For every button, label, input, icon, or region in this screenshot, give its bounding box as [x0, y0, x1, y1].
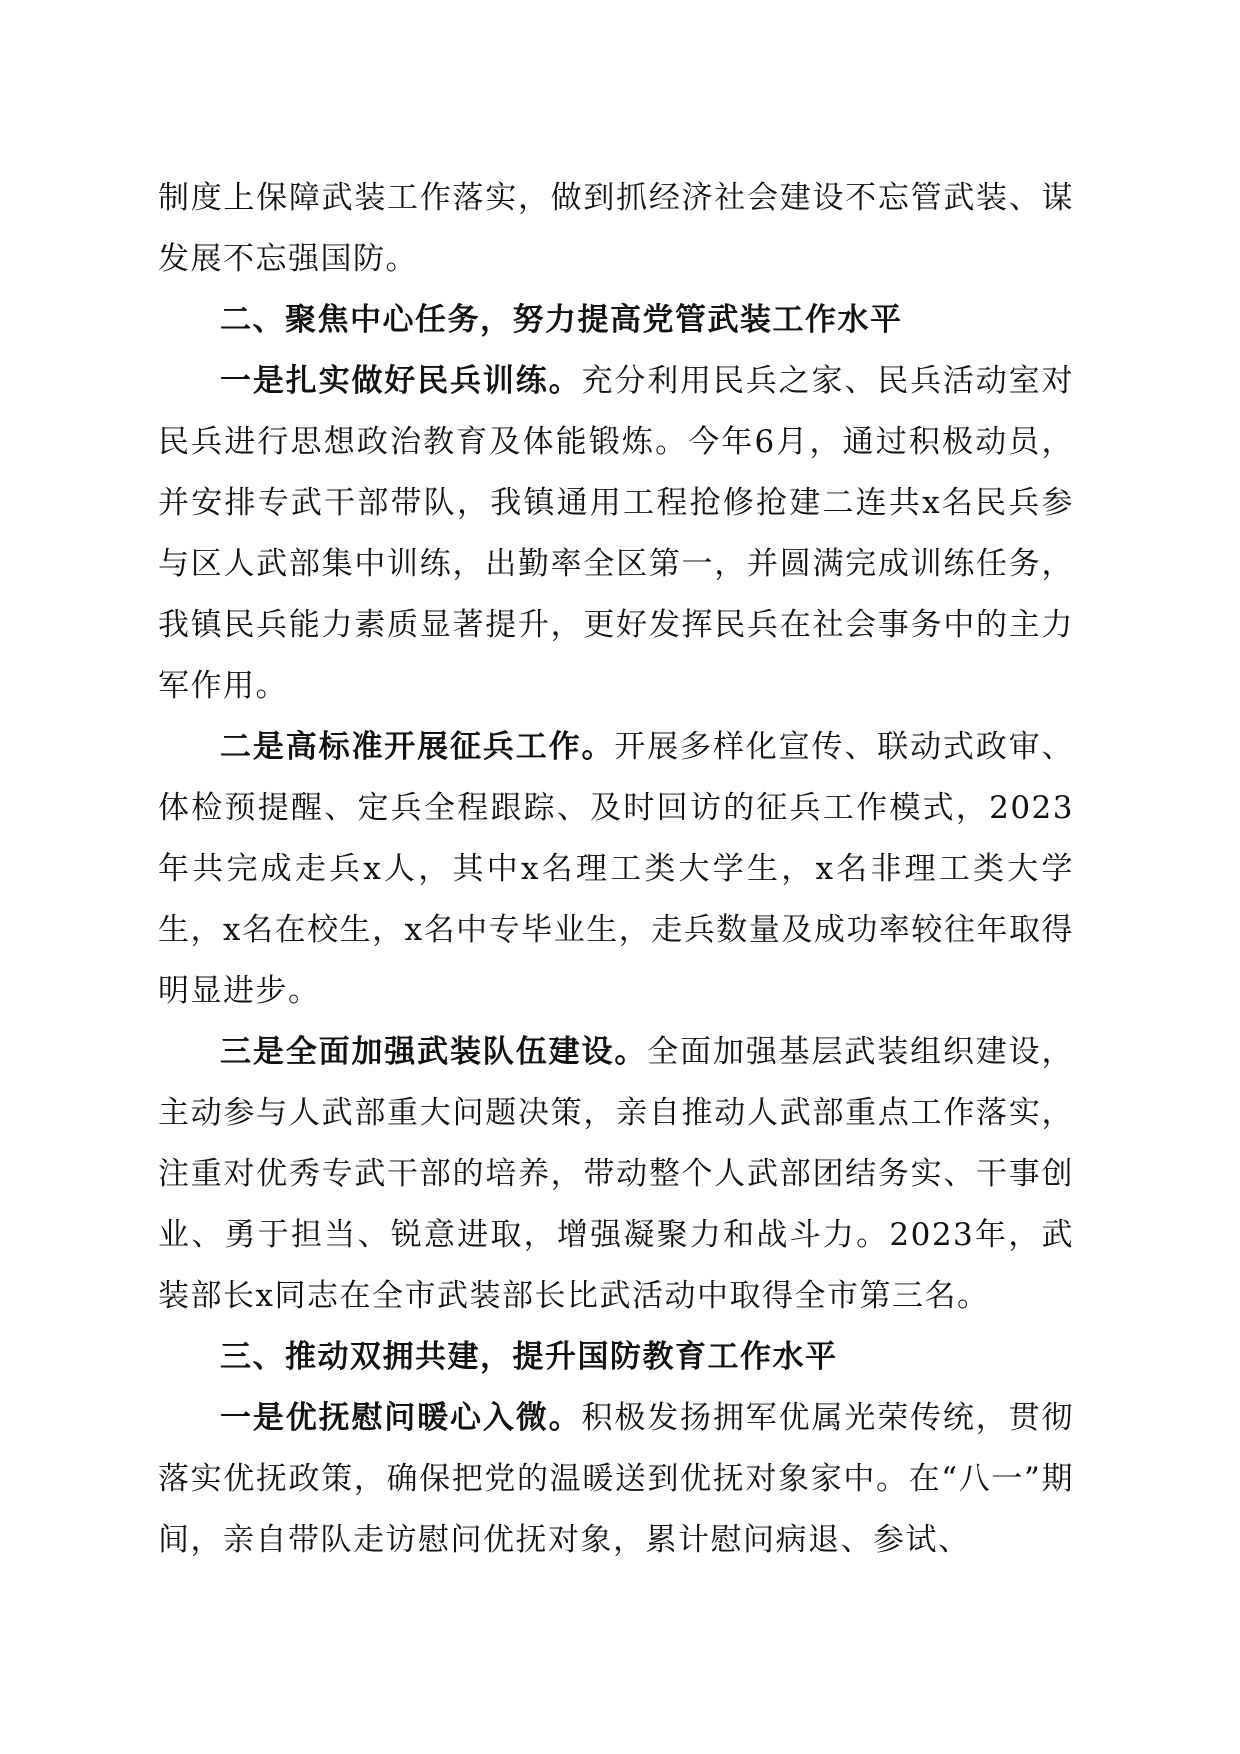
document-body	[158, 168, 1074, 1571]
paragraph-militia-training	[158, 351, 1074, 717]
paragraph-armed-forces-team	[158, 1022, 1074, 1327]
paragraph-conscription	[158, 717, 1074, 1022]
paragraph-lead: 三是全面加强武装队伍建设。	[220, 1034, 648, 1070]
section-heading-2: 二、聚焦中心任务，努力提高党管武装工作水平	[220, 302, 903, 338]
paragraph-body: 积极发扬拥军优属光荣传统，贯彻落实优抚政策，确保把党的温暖送到优抚对象家中。在“八一”期间，亲自带队走访慰问优抚对象，累计慰问病退、参试、	[158, 1400, 1075, 1558]
paragraph-body: 充分利用民兵之家、民兵活动室对民兵进行思想政治教育及体能锻炼。今年6月，通过积极动员，并安排专武干部带队，我镇通用工程抢修抢建二连共x名民兵参与区人武部集中训练，出勤率全区第一，并圆满完成训练任务，我镇民兵能力素质显著提升，更好发挥民兵在社会事务中的主力军作用。	[158, 363, 1075, 704]
paragraph-lead: 二是高标准开展征兵工作。	[220, 729, 615, 765]
paragraph-body: 全面加强基层武装组织建设，主动参与人武部重大问题决策，亲自推动人武部重点工作落实，注重对优秀专武干部的培养，带动整个人武部团结务实、干事创业、勇于担当、锐意进取，增强凝聚力和战斗力。2023年，武装部长x同志在全市武装部长比武活动中取得全市第三名。	[158, 1034, 1075, 1314]
paragraph-condolence-visits	[158, 1388, 1074, 1571]
paragraph-lead: 一是优抚慰问暖心入微。	[220, 1400, 582, 1436]
paragraph-lead: 一是扎实做好民兵训练。	[220, 363, 582, 399]
paragraph-body: 开展多样化宣传、联动式政审、体检预提醒、定兵全程跟踪、及时回访的征兵工作模式，2023年共完成走兵x人，其中x名理工类大学生，x名非理工类大学生，x名在校生，x名中专毕业生，走兵数量及成功率较往年取得明显进步。	[158, 729, 1075, 1009]
section-heading-3: 三、推动双拥共建，提升国防教育工作水平	[220, 1339, 838, 1375]
intro-paragraph: 制度上保障武装工作落实，做到抓经济社会建设不忘管武装、谋发展不忘强国防。	[158, 180, 1074, 277]
